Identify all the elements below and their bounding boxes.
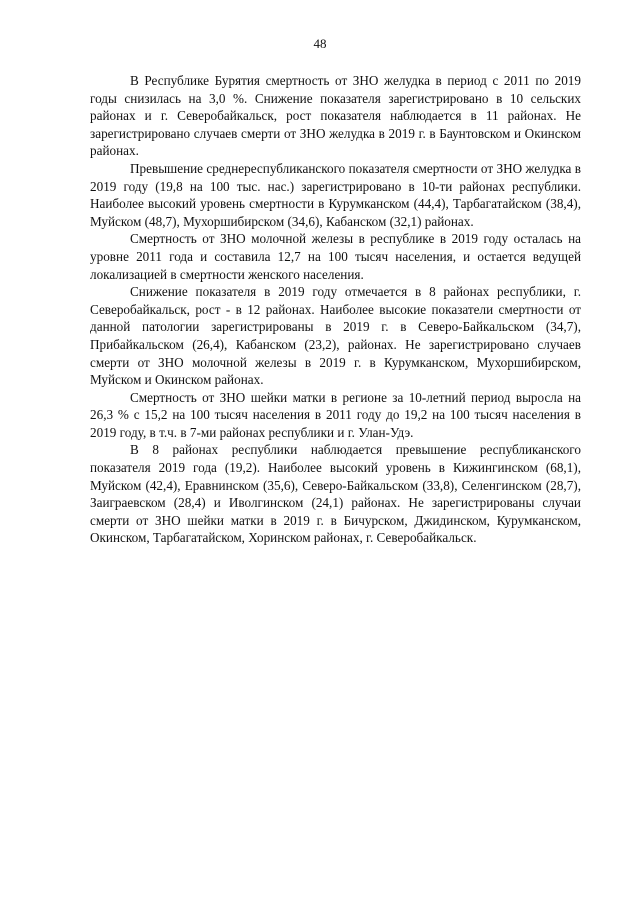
paragraph-cervix-mortality: Смертность от ЗНО шейки матки в регионе за 10-летний период выросла на 26,3 % с 15,2 на 100 тысяч населения в 2011 году до 19,2 на 100 тысяч населения в 2019 году, в т.ч. в 7-ми районах республики и г. Улан-Удэ. — [90, 389, 581, 440]
paragraph-breast-districts: Снижение показателя в 2019 году отмечается в 8 районах республики, г. Северобайкальск, рост - в 12 районах. Наиболее высокие показатели смертности от данной патологии зарегистрированы в 2019 г. в Северо-Байкальском (34,7), Прибайкальском (26,4), Кабанском (23,2), районах. Не зарегистрировано случаев смерти от ЗНО молочной железы в 2019 г. в Курумканском, Мухоршибирском, Муйском и Окинском районах. — [90, 284, 581, 388]
paragraph-stomach-excess: Превышение среднереспубликанского показателя смертности от ЗНО желудка в 2019 году (19,8 на 100 тыс. нас.) зарегистрировано в 10-ти районах республики. Наиболее высокий уровень смертности в Курумканском (44,4), Тарбагатайском (38,4), Муйском (48,7), Мухоршибирском (34,6), Кабанском (32,1) районах. — [90, 160, 581, 229]
page-number: 48 — [313, 36, 327, 51]
paragraph-stomach-mortality: В Республике Бурятия смертность от ЗНО желудка в период с 2011 по 2019 годы снизилась на 3,0 %. Снижение показателя зарегистрировано в 10 сельских районах и г. Северобайкальск, рост показателя наблюдается в 11 районах. Не зарегистрировано случаев смерти от ЗНО желудка в 2019 г. в Баунтовском и Окинском районах. — [90, 73, 581, 159]
body-text — [90, 72, 581, 547]
paragraph-breast-mortality: Смертность от ЗНО молочной железы в республике в 2019 году осталась на уровне 2011 года и составила 12,7 на 100 тысяч населения, и остается ведущей локализацией в смертности женского населения. — [90, 231, 581, 282]
paragraph-cervix-districts: В 8 районах республики наблюдается превышение республиканского показателя 2019 года (19,2). Наиболее высокий уровень в Кижингинском (68,1), Муйском (42,4), Еравнинском (35,6), Северо-Байкальском (33,8), Селенгинском (28,7), Заиграевском (28,4) и Иволгинском (24,1) районах. Не зарегистрированы случаи смерти от ЗНО шейки матки в 2019 г. в Бичурском, Джидинском, Курумканском, Окинском, Тарбагатайском, Хоринском районах, г. Северобайкальск. — [90, 442, 581, 546]
